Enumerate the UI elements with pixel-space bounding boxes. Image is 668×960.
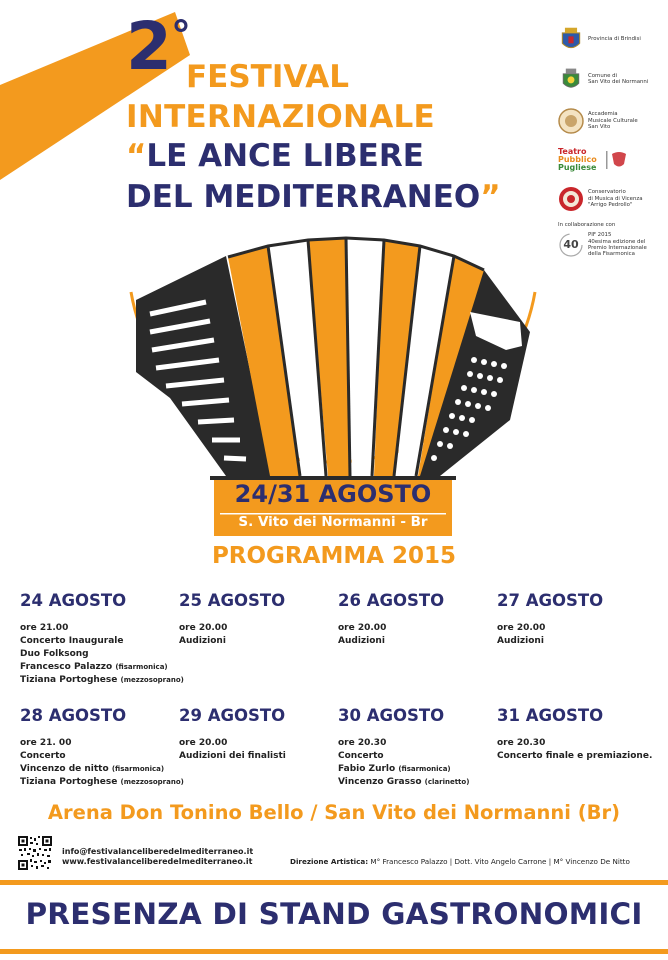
schedule-line-text: Concerto Inaugurale bbox=[20, 635, 124, 646]
schedule-line-text: Tiziana Portoghese bbox=[20, 776, 118, 787]
venue: Arena Don Tonino Bello / San Vito dei Normanni (Br) bbox=[47, 801, 621, 824]
schedule-date: 26 AGOSTO bbox=[338, 591, 445, 610]
schedule-line bbox=[20, 763, 178, 776]
schedule-line-text: Concerto bbox=[338, 750, 384, 761]
schedule-date: 30 AGOSTO bbox=[338, 706, 445, 725]
title-festival: FESTIVAL bbox=[186, 59, 349, 95]
schedule-line bbox=[338, 635, 496, 648]
schedule-line-text: Vincenzo de nitto bbox=[20, 763, 109, 774]
schedule-line bbox=[338, 763, 496, 776]
schedule-line bbox=[497, 622, 655, 635]
schedule-line-text: ore 20.00 bbox=[338, 622, 387, 633]
schedule-line bbox=[179, 635, 337, 648]
schedule-line bbox=[338, 737, 496, 750]
contacts bbox=[62, 847, 253, 867]
schedule-date: 29 AGOSTO bbox=[179, 706, 286, 725]
qr-code-icon bbox=[18, 836, 52, 870]
pif-40-logo: 40 bbox=[558, 232, 584, 258]
schedule-line-text: Audizioni bbox=[338, 635, 385, 646]
schedule-line-role: (fisarmonica) bbox=[111, 764, 165, 773]
schedule-line bbox=[20, 737, 178, 750]
schedule-day bbox=[497, 708, 655, 763]
title-internazionale: INTERNAZIONALE bbox=[126, 99, 436, 135]
programma-heading: PROGRAMMA 2015 bbox=[211, 543, 457, 569]
schedule-line-text: Audizioni bbox=[497, 635, 544, 646]
schedule-line bbox=[20, 661, 178, 674]
sponsor-comune: Comune di San Vito dei Normanni bbox=[558, 66, 666, 92]
schedule-day bbox=[338, 708, 496, 789]
schedule-line-text: ore 20.30 bbox=[338, 737, 387, 748]
coat-of-arms-icon bbox=[558, 26, 584, 52]
collaboration-label: In collaborazione con bbox=[558, 222, 616, 228]
schedule-line bbox=[497, 635, 655, 648]
accademia-seal-icon bbox=[558, 108, 584, 134]
festival-dates: 24/31 AGOSTO bbox=[234, 480, 432, 508]
sponsor-pif: 40 PIF 2015 40esima edizione del Premio Internazionale della Fisarmonica bbox=[558, 232, 666, 258]
schedule-line-text: Audizioni dei finalisti bbox=[179, 750, 286, 761]
schedule-line bbox=[497, 750, 655, 763]
contact-email[interactable]: info@festivalanceliberedelmediterraneo.it bbox=[62, 847, 254, 856]
schedule-line-text: ore 21. 00 bbox=[20, 737, 72, 748]
theatre-mask-icon bbox=[606, 149, 628, 171]
schedule-line bbox=[179, 737, 337, 750]
schedule-date: 28 AGOSTO bbox=[20, 706, 127, 725]
schedule-line-text: Francesco Palazzo bbox=[20, 661, 113, 672]
schedule-line-role: (clarinetto) bbox=[424, 777, 470, 786]
schedule-line bbox=[497, 737, 655, 750]
schedule-line-role: (fisarmonica) bbox=[115, 662, 168, 671]
schedule-line-text: Fabio Zurlo bbox=[338, 763, 396, 774]
schedule-line-text: Vincenzo Grasso bbox=[338, 776, 422, 787]
accordion-illustration bbox=[0, 215, 668, 495]
schedule-line-text: ore 21.00 bbox=[20, 622, 69, 633]
sponsor-teatro-pubblico-pugliese: Teatro Pubblico Pugliese bbox=[558, 148, 628, 172]
schedule-day bbox=[497, 593, 655, 648]
contact-website[interactable]: www.festivalanceliberedelmediterraneo.it bbox=[62, 857, 253, 866]
schedule-line-text: ore 20.00 bbox=[179, 737, 228, 748]
schedule-line-text: Audizioni bbox=[179, 635, 226, 646]
schedule-line-role: (mezzosoprano) bbox=[120, 777, 184, 786]
schedule-line bbox=[179, 750, 337, 763]
title-ance-libere: “LE ANCE LIBERE bbox=[126, 138, 424, 174]
schedule-line bbox=[338, 750, 496, 763]
schedule-day bbox=[338, 593, 496, 648]
sponsor-accademia: Accademia Musicale Culturale San Vito bbox=[558, 108, 666, 134]
direzione-artistica: Direzione Artistica: M° Francesco Palazzo | Dott. Vito Angelo Carrone | M° Vincenzo De Nitto bbox=[290, 857, 630, 866]
footer-divider-bottom bbox=[0, 949, 668, 954]
degree-sign: ° bbox=[170, 13, 190, 59]
schedule-day bbox=[20, 706, 184, 789]
title-mediterraneo: DEL MEDITERRANEO” bbox=[126, 179, 501, 215]
schedule-day bbox=[20, 591, 184, 687]
schedule-line bbox=[20, 635, 178, 648]
footer-divider-top bbox=[0, 880, 668, 885]
schedule-line-text: Tiziana Portoghese bbox=[20, 674, 118, 685]
town-crest-icon bbox=[558, 66, 584, 92]
schedule-date: 25 AGOSTO bbox=[179, 591, 286, 610]
schedule-date: 27 AGOSTO bbox=[497, 591, 604, 610]
edition-number: 2° bbox=[126, 8, 190, 85]
schedule-day bbox=[179, 593, 337, 648]
schedule-day bbox=[179, 708, 337, 763]
schedule-line-text: ore 20.00 bbox=[497, 622, 546, 633]
schedule-line bbox=[20, 750, 178, 763]
schedule-line bbox=[338, 622, 496, 635]
schedule-line bbox=[20, 622, 178, 635]
schedule-line-text: Duo Folksong bbox=[20, 648, 89, 659]
festival-location: S. Vito dei Normanni - Br bbox=[238, 514, 428, 530]
sponsor-provincia: Provincia di Brindisi bbox=[558, 26, 666, 52]
schedule-line bbox=[20, 674, 184, 687]
schedule-date: 24 AGOSTO bbox=[20, 591, 127, 610]
schedule-line bbox=[179, 622, 337, 635]
conservatorio-seal-icon bbox=[558, 186, 584, 212]
schedule-line-role: (mezzosoprano) bbox=[120, 675, 184, 684]
schedule-line bbox=[20, 648, 178, 661]
sponsor-conservatorio: Conservatorio di Musica di Vicenza "Arrigo Pedrollo" bbox=[558, 186, 666, 212]
schedule-line bbox=[338, 776, 496, 789]
schedule-line-text: Concerto finale e premiazione. bbox=[497, 750, 653, 761]
schedule-line bbox=[20, 776, 184, 789]
stand-gastronomici: PRESENZA DI STAND GASTRONOMICI bbox=[25, 897, 643, 931]
schedule-line-text: ore 20.30 bbox=[497, 737, 546, 748]
schedule-line-text: Concerto bbox=[20, 750, 66, 761]
schedule-date: 31 AGOSTO bbox=[497, 706, 604, 725]
schedule-line-role: (fisarmonica) bbox=[398, 764, 451, 773]
schedule-line-text: ore 20.00 bbox=[179, 622, 228, 633]
